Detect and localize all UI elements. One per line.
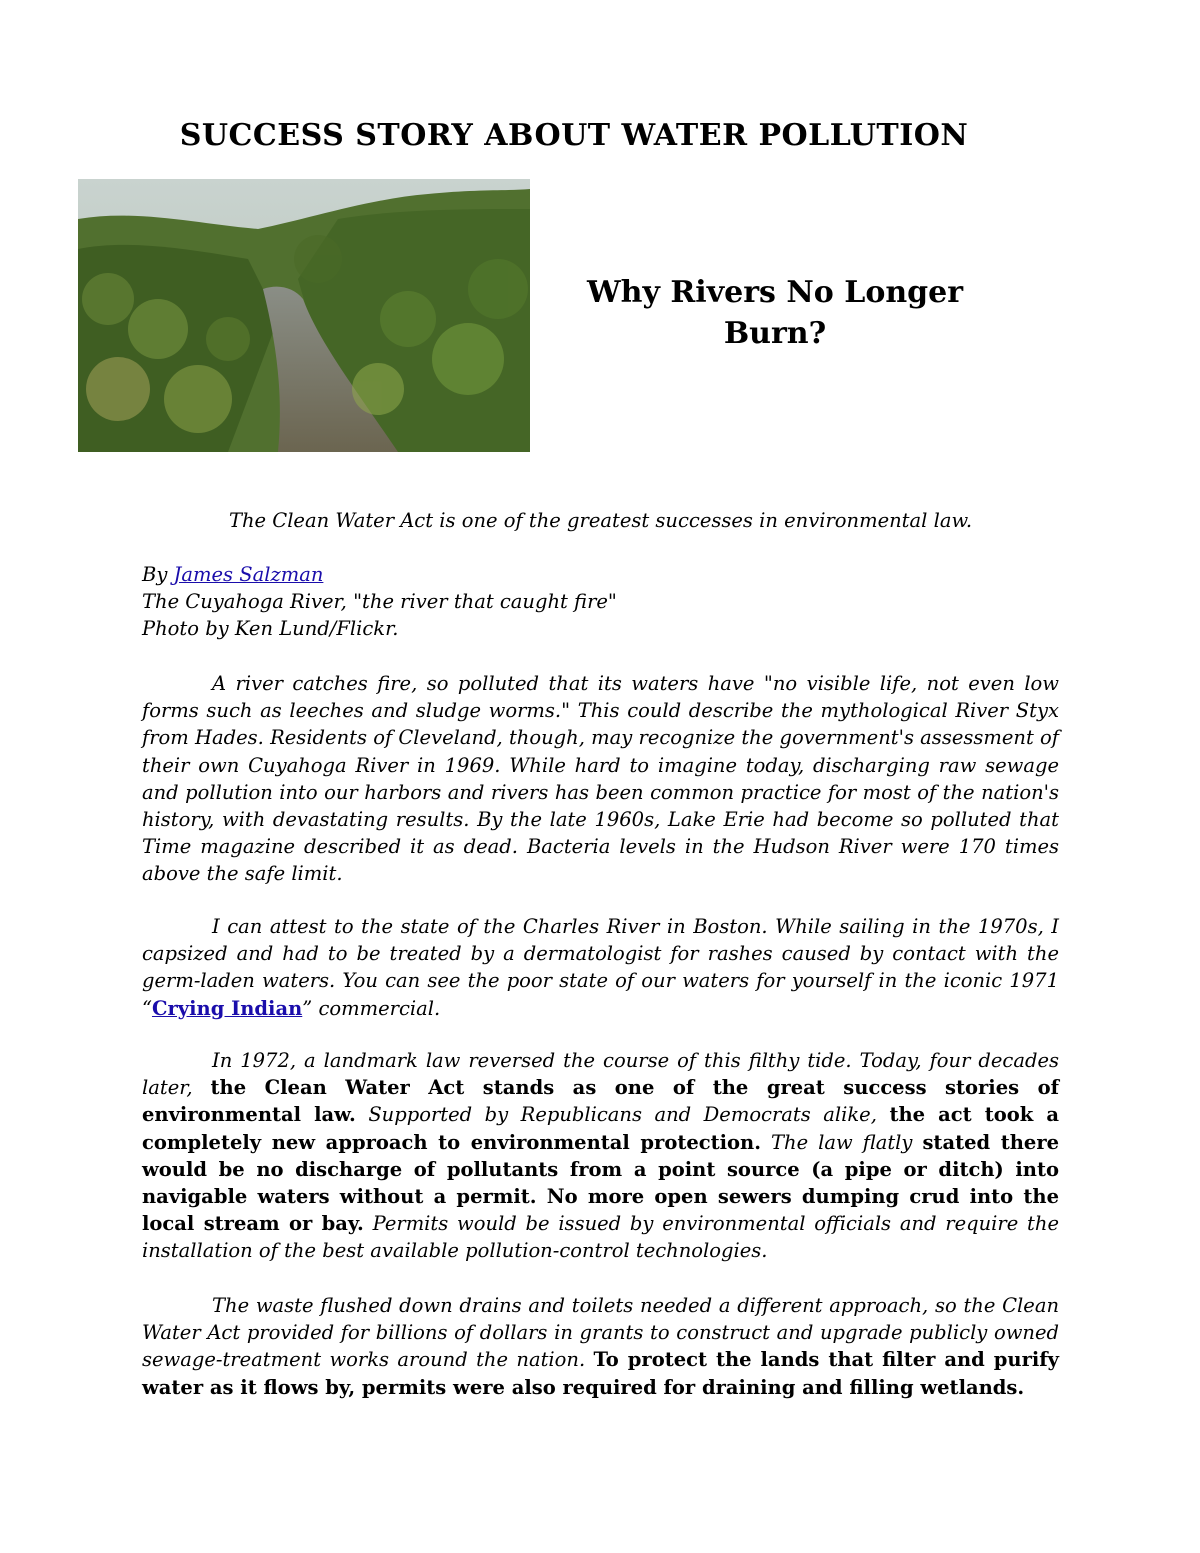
paragraph-3-text-a: In 1972, a landmark law reversed the course of this filthy tide. Today, four decades later, — [142, 1049, 1059, 1100]
paragraph-3-bold-b: the Clean Water Act stands as one of the great success stories of environmental law. — [142, 1076, 1059, 1127]
author-line — [142, 561, 1059, 588]
paragraph-3-text-e: The law flatly — [761, 1130, 923, 1154]
article-tagline: The Clean Water Act is one of the greatest successes in environmental law. — [228, 509, 973, 532]
crying-indian-link[interactable]: Crying Indian — [151, 996, 303, 1020]
paragraph-4-text-a: The waste flushed down drains and toilets needed a different approach, so the Clean Water Act provided for billions of dollars in grants to construct and upgrade publicly owned sewage-treatment works around the nation. — [142, 1294, 1059, 1372]
paragraph-3-bold-d: the act took a completely new approach to environmental protection. — [142, 1103, 1060, 1154]
byline-block — [142, 561, 1059, 643]
photo-caption: The Cuyahoga River, "the river that caught fire" — [142, 590, 617, 614]
river-photo — [78, 179, 530, 452]
paragraph-1: A river catches fire, so polluted that its waters have "no visible life, not even low forms such as leeches and sludge worms." This could describe the mythological River Styx from Hades. Residents of Cleveland, though, may recognize the government's assessment of their own Cuyahoga River in 1969. While hard to imagine today, discharging raw sewage and pollution into our harbors and rivers has been common practice for most of the nation's history, with devastating results. By the late 1960s, Lake Erie had become so polluted that Time magazine described it as dead. Bacteria levels in the Hudson River were 170 times above the safe limit. — [142, 672, 1059, 886]
paragraph-4 — [142, 1292, 1059, 1401]
author-prefix: By — [142, 563, 174, 586]
paragraph-2-text-a: I can attest to the state of the Charles River in Boston. While sailing in the 1970s, I capsized and had to be treated by a dermatologist for rashes caused by contact with the germ-laden waters. You can see the poor state of our waters for yourself in the iconic 1971 “ — [142, 915, 1059, 1020]
photo-credit: Photo by Ken Lund/Flickr. — [142, 617, 399, 641]
paragraph-3-text-c: Supported by Republicans and Democrats alike, — [355, 1103, 890, 1127]
paragraph-2 — [142, 913, 1059, 1022]
document-title: SUCCESS STORY ABOUT WATER POLLUTION — [179, 118, 969, 153]
paragraph-3-text-h: Permits would be issued by environmental officials and require the installation of the best available pollution-control technologies. — [142, 1212, 1059, 1263]
subtitle-line-1: Why Rivers No Longer — [586, 275, 964, 310]
author-link[interactable]: James Salzman — [173, 563, 324, 586]
paragraph-3-bold-g: . — [357, 1212, 364, 1236]
paragraph-4-bold-b: To protect the lands that filter and purify water as it flows by, permits were also required for draining and filling wetlands. — [142, 1348, 1060, 1399]
paragraph-2-text-b: ” commercial. — [302, 996, 441, 1020]
paragraph-3 — [142, 1047, 1059, 1265]
subtitle-line-2: Burn? — [723, 316, 827, 351]
article-subtitle — [560, 272, 990, 354]
paragraph-3-bold-f: stated there would be no discharge of pollutants from a point source (a pipe or ditch) into navigable waters without a permit. No more open sewers dumping crud into the local stream or bay — [142, 1130, 1059, 1236]
